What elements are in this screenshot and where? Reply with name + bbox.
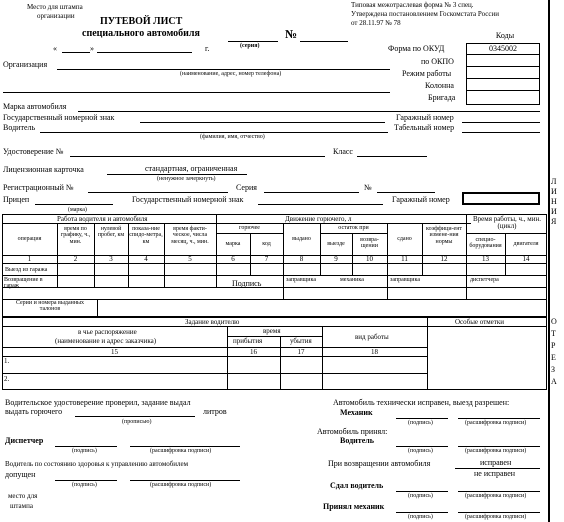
health-label: Водитель по состоянию здоровья к управлению автомобилем xyxy=(5,460,189,468)
side-letter: Л xyxy=(551,177,557,186)
side-letter: Т xyxy=(551,329,556,338)
dispatcher-sign-line[interactable] xyxy=(55,446,117,447)
brand-hint: (марка) xyxy=(68,207,87,213)
on-return-label: При возвращении автомобиля xyxy=(328,459,431,468)
col-actual: время факти-ческое, числа месяц, ч., мин. xyxy=(171,226,209,245)
task-num-16: 16 xyxy=(250,348,257,356)
col-code: код xyxy=(262,241,271,247)
col-disposal-hint: (наименование и адрес заказчика) xyxy=(55,337,157,345)
accepted-label: Автомобиль принял: xyxy=(317,427,388,436)
liters-label: литров xyxy=(203,407,227,416)
class-line[interactable] xyxy=(357,156,427,157)
state-plate-line[interactable] xyxy=(140,122,385,123)
task-num-18: 18 xyxy=(371,348,378,356)
work-col-number: 10 xyxy=(366,255,373,263)
driver-label: Водитель xyxy=(3,123,36,132)
work-col-number: 6 xyxy=(231,255,235,263)
col-arrival: прибытия xyxy=(233,337,263,345)
driver-decode-hint: (расшифровка подписи) xyxy=(465,448,527,454)
coupons-label: Серии и номера выданных талонов xyxy=(15,300,85,313)
col-engine: двигателя xyxy=(513,241,539,247)
group-time: Время работы, ч., мин. (цикл) xyxy=(473,215,541,231)
reg-number-line[interactable] xyxy=(88,192,228,193)
dispatcher-decode-hint: (расшифровка подписи) xyxy=(150,448,212,454)
work-col-number: 4 xyxy=(144,255,148,263)
column-label: Колонна xyxy=(425,81,454,90)
sig-dispatcher: диспетчера xyxy=(470,277,499,283)
codes-title: Коды xyxy=(495,31,515,40)
accepted-mechanic-label: Принял механик xyxy=(323,502,385,511)
licence-card-label: Лицензионная карточка xyxy=(3,165,84,174)
garage-number-line[interactable] xyxy=(462,122,540,123)
trailer-line[interactable] xyxy=(35,204,113,205)
title-waybill: ПУТЕВОЙ ЛИСТ xyxy=(100,16,183,27)
car-brand-label: Марка автомобиля xyxy=(3,102,67,111)
col-return: возвра-щении xyxy=(360,237,379,250)
handed-decode-hint: (расшифровка подписи) xyxy=(465,493,527,499)
work-col-number: 9 xyxy=(334,255,338,263)
task-num-17: 17 xyxy=(297,348,305,356)
work-col-number: 2 xyxy=(73,255,78,263)
col-speedo: показа-ние спидо-метра, км xyxy=(129,226,163,245)
mechanic-label: Механик xyxy=(340,408,373,417)
mechanic-decode-hint: (расшифровка подписи) xyxy=(465,420,527,426)
year-label: г. xyxy=(205,44,210,53)
okud-value: 0345002 xyxy=(489,44,517,53)
class-label: Класс xyxy=(333,147,353,156)
col-issued: выдано xyxy=(292,236,311,242)
special-notes: Особые отметки xyxy=(455,318,504,326)
col-departure: убытия xyxy=(290,337,312,345)
task-row-2[interactable]: 2. xyxy=(4,375,10,383)
trailer-plate-line[interactable] xyxy=(258,204,383,205)
sig-refueler: заправщика xyxy=(286,277,316,283)
status-ok[interactable]: исправен xyxy=(480,458,512,467)
work-col-number: 5 xyxy=(188,255,192,263)
series-field-label: Серия xyxy=(236,183,257,192)
side-letter: Р xyxy=(551,341,556,350)
handed-decode-line[interactable] xyxy=(458,491,540,492)
approved-date-label: от 28.11.97 № 78 xyxy=(351,19,401,27)
sub-fuel: горючее xyxy=(239,225,260,231)
series-line[interactable] xyxy=(228,41,278,42)
work-col-number: 14 xyxy=(522,255,530,263)
tech-ok-label: Автомобиль технически исправен, выезд разрешен: xyxy=(333,398,510,407)
side-letter: Н xyxy=(551,197,557,206)
side-letter: А xyxy=(551,377,557,386)
handed-driver-label: Сдал водитель xyxy=(330,481,384,490)
checked-label: Водительское удостоверение проверил, задание выдал xyxy=(5,398,191,407)
reg-number-label: Регистрационный № xyxy=(3,183,74,192)
task-title: Задание водителю xyxy=(185,318,240,326)
trailer-plate-label: Государственный номерной знак xyxy=(132,195,244,204)
garage-number-label: Гаражный номер xyxy=(396,113,454,122)
side-letter: И xyxy=(551,207,557,216)
fuel-amount-line[interactable] xyxy=(75,416,195,417)
day-line[interactable] xyxy=(62,52,90,53)
series-label: (серия) xyxy=(240,43,260,49)
license-label: Удостоверение № xyxy=(3,147,64,156)
side-letter: О xyxy=(551,317,557,326)
trailer-label: Прицеп xyxy=(3,195,30,204)
trailer-garage-label: Гаражный номер xyxy=(392,195,450,204)
organization-label: Организация xyxy=(3,60,48,69)
sig-mechanic: механика xyxy=(340,277,364,283)
handed-sign-hint: (подпись) xyxy=(408,493,433,499)
col-coef: коэффици-ент измене-ния нормы xyxy=(425,226,463,245)
col-operation: операция xyxy=(17,236,42,242)
organization-stamp-label: организации xyxy=(37,12,75,20)
organization-line-2[interactable] xyxy=(3,92,390,93)
mechanic-decode-line[interactable] xyxy=(458,418,540,419)
state-plate-label: Государственный номерной знак xyxy=(3,113,115,122)
stamp-place-footer: место для xyxy=(8,492,38,500)
work-col-number: 12 xyxy=(440,255,448,263)
work-col-number: 1 xyxy=(27,255,32,263)
work-mode-label: Режим работы xyxy=(402,69,452,78)
number-sign: № xyxy=(285,27,298,41)
approved-label: Утверждена постановлением Госкомстата России xyxy=(351,10,499,18)
col-handed: сдано xyxy=(397,236,412,242)
driver-sign-line[interactable] xyxy=(396,446,448,447)
side-letter: З xyxy=(551,365,556,374)
task-num-15: 15 xyxy=(111,348,118,356)
organization-line[interactable] xyxy=(57,69,390,70)
col-time: время xyxy=(263,327,281,335)
row-return: Возвращение в гараж xyxy=(4,277,43,290)
series-field-line[interactable] xyxy=(264,192,359,193)
driver-line[interactable] xyxy=(40,132,388,133)
number-field-label: № xyxy=(364,183,372,192)
driver-sign-hint: (подпись) xyxy=(408,448,433,454)
dispatcher-sign-hint: (подпись) xyxy=(72,448,97,454)
licence-hint: (ненужное зачеркнуть) xyxy=(157,176,216,182)
accept-mech-decode-hint: (расшифровка подписи) xyxy=(465,514,527,520)
month-line[interactable] xyxy=(97,52,192,53)
admitted-sign-line[interactable] xyxy=(55,480,117,481)
task-row-1[interactable]: 1. xyxy=(4,357,10,365)
cut-line xyxy=(548,0,550,522)
sig-refueler-2: заправщика xyxy=(390,277,420,283)
trailer-garage-box[interactable] xyxy=(462,192,540,205)
dispatcher-decode-line[interactable] xyxy=(130,446,240,447)
in-words-hint: (прописью) xyxy=(122,419,152,425)
driver-accept-label: Водитель xyxy=(340,436,374,445)
signature-label: Подпись xyxy=(232,279,262,288)
stamp-footer: штампа xyxy=(10,502,33,510)
mechanic-sign-hint: (подпись) xyxy=(408,420,433,426)
work-col-number: 3 xyxy=(109,255,113,263)
status-not-ok[interactable]: не исправен xyxy=(474,469,516,478)
accept-mech-sign-hint: (подпись) xyxy=(408,514,433,520)
col-special: специо-борудования xyxy=(469,237,502,250)
licence-card-values[interactable]: стандартная, ограниченная xyxy=(145,164,238,173)
col-schedule: время по графику, ч., мин. xyxy=(60,226,91,245)
form-type-label: Типовая межотраслевая форма № 3 спец. xyxy=(351,1,474,9)
admitted-decode-hint: (расшифровка подписи) xyxy=(150,482,212,488)
number-field-line[interactable] xyxy=(377,192,435,193)
handed-sign-line[interactable] xyxy=(396,491,448,492)
okud-label: Форма по ОКУД xyxy=(388,44,445,53)
side-letter: Я xyxy=(551,217,557,226)
col-brand: марка xyxy=(225,241,241,247)
admitted-label: допущен xyxy=(5,470,36,479)
row-exit: Выезд из гаража xyxy=(5,267,48,273)
driver-decode-line[interactable] xyxy=(458,446,540,447)
license-line[interactable] xyxy=(70,156,325,157)
stamp-place-label: Место для штампа xyxy=(27,3,83,11)
admitted-decode-line[interactable] xyxy=(130,480,240,481)
admitted-sign-hint: (подпись) xyxy=(72,482,97,488)
col-disposal: в чье распоряжение xyxy=(78,328,137,336)
quote-open: « xyxy=(53,44,57,53)
group-work: Работа водителя и автомобиля xyxy=(57,215,148,223)
sub-remain: остаток при xyxy=(338,225,369,231)
issue-fuel-label: выдать горючего xyxy=(5,407,63,416)
car-brand-line[interactable] xyxy=(78,111,540,112)
mechanic-sign-line[interactable] xyxy=(396,418,448,419)
work-col-number: 13 xyxy=(482,255,489,263)
okpo-label: по ОКПО xyxy=(421,57,454,66)
number-line[interactable] xyxy=(300,41,348,42)
accept-mech-decode-line[interactable] xyxy=(458,512,540,513)
dispatcher-label: Диспетчер xyxy=(5,436,44,445)
group-fuel: Движение горючего, л xyxy=(285,215,352,223)
side-letter: И xyxy=(551,187,557,196)
col-odometer: нулевой пробег, км xyxy=(97,226,125,239)
organization-hint: (наименование, адрес, номер телефона) xyxy=(180,71,282,77)
work-col-number: 7 xyxy=(264,255,269,263)
quote-close: » xyxy=(90,44,94,53)
brigade-label: Бригада xyxy=(428,93,456,102)
side-letter: Е xyxy=(551,353,556,362)
title-special-vehicle: специального автомобиля xyxy=(82,28,200,39)
col-exit: выезде xyxy=(327,241,345,247)
driver-hint: (фамилия, имя, отчество) xyxy=(200,134,265,140)
work-col-number: 11 xyxy=(401,255,408,263)
tab-number-label: Табельный номер xyxy=(394,123,455,132)
tab-number-line[interactable] xyxy=(462,132,540,133)
work-col-number: 8 xyxy=(299,255,304,263)
accept-mech-sign-line[interactable] xyxy=(396,512,448,513)
col-work: вид работы xyxy=(355,333,389,341)
